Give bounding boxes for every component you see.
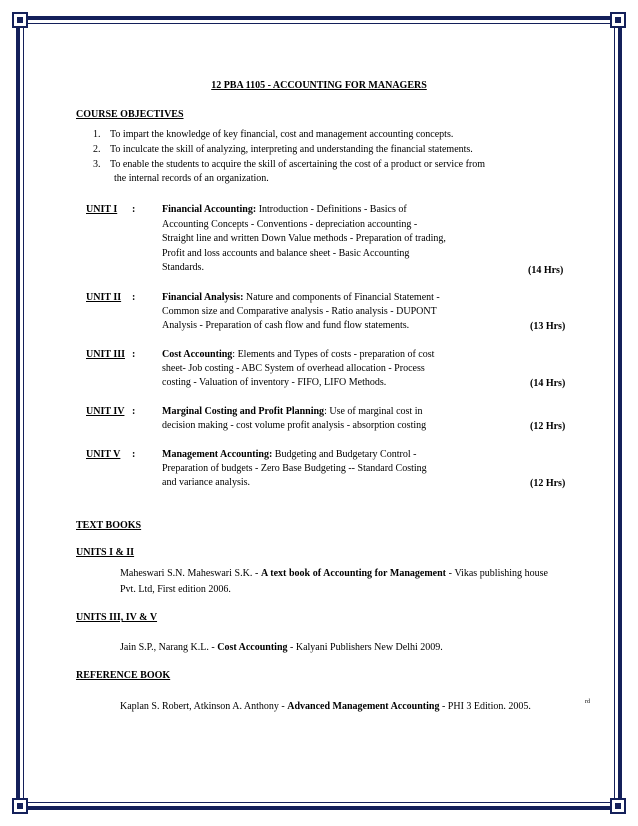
objective-number: 1. — [93, 129, 101, 140]
unit-hours: (14 Hrs) — [530, 378, 566, 389]
unit-line: Standards. — [162, 262, 204, 273]
book-authors: Kaplan S. Robert, Atkinson A. Anthony - — [120, 701, 288, 712]
unit-line: Accounting Concepts - Conventions - depreciation accounting - — [162, 219, 418, 230]
reference-book-heading: REFERENCE BOOK — [76, 670, 171, 681]
course-objectives-heading: COURSE OBJECTIVES — [76, 109, 184, 120]
book-publisher: - PHI 3 Edition. 2005. — [439, 701, 531, 712]
objective-text: To inculcate the skill of analyzing, interpreting and understanding the financial statements. — [110, 144, 473, 155]
unit-line-text: : Use of marginal cost in — [324, 406, 423, 417]
unit-label: UNIT IV — [86, 406, 125, 417]
units-group-heading: UNITS I & II — [76, 547, 135, 558]
unit-colon: : — [132, 292, 136, 303]
unit-hours: (13 Hrs) — [530, 321, 566, 332]
unit-label: UNIT III — [86, 349, 125, 360]
unit-line — [162, 291, 440, 304]
book-authors: Jain S.P., Narang K.L. - — [120, 642, 218, 653]
objective-text: To enable the students to acquire the skill of ascertaining the cost of a product or service from — [110, 159, 486, 170]
unit-line — [162, 448, 416, 461]
book-publisher: - Kalyani Publishers New Delhi 2009. — [287, 642, 443, 653]
book-publisher: - Vikas publishing house Pvt. Ltd, First edition 2006. — [120, 568, 548, 595]
unit-line: Common size and Comparative analysis - Ratio analysis - DUPONT — [162, 306, 437, 317]
unit-line: costing - Valuation of inventory - FIFO, LIFO Methods. — [162, 377, 387, 388]
book-title: Advanced Management Accounting — [287, 701, 440, 712]
unit-topic: Financial Analysis: — [162, 292, 244, 303]
objective-text: To impart the knowledge of key financial, cost and management accounting concepts. — [110, 129, 454, 140]
book-title: A text book of Accounting for Management — [260, 568, 447, 579]
book-citation — [120, 641, 443, 654]
superscript-ordinal: rd — [585, 699, 590, 705]
unit-topic: Financial Accounting: — [162, 204, 257, 215]
unit-colon: : — [132, 406, 136, 417]
book-title: Cost Accounting — [217, 642, 288, 653]
unit-colon: : — [132, 204, 136, 215]
unit-label: UNIT II — [86, 292, 122, 303]
unit-line: Profit and loss accounts and balance sheet - Basic Accounting — [162, 248, 410, 259]
unit-line: sheet- Job costing - ABC System of overhead allocation - Process — [162, 363, 425, 374]
unit-hours: (12 Hrs) — [530, 421, 566, 432]
objective-number: 3. — [93, 159, 101, 170]
unit-topic: Management Accounting: — [162, 449, 273, 460]
unit-line — [162, 203, 407, 216]
page-title: 12 PBA 1105 - ACCOUNTING FOR MANAGERS — [211, 80, 427, 91]
unit-hours: (12 Hrs) — [530, 478, 566, 489]
unit-colon: : — [132, 349, 136, 360]
unit-line: decision making - cost volume profit analysis - absorption costing — [162, 420, 427, 431]
unit-line — [162, 405, 422, 418]
book-citation — [120, 566, 548, 598]
unit-topic: Marginal Costing and Profit Planning — [162, 406, 325, 417]
unit-line: Straight line and written Down Value methods - Preparation of trading, — [162, 233, 446, 244]
unit-line: and variance analysis. — [162, 477, 251, 488]
unit-line-text: Budgeting and Budgetary Control - — [272, 449, 417, 460]
book-citation — [120, 699, 548, 715]
unit-line: Preparation of budgets - Zero Base Budgeting -- Standard Costing — [162, 463, 427, 474]
unit-hours: (14 Hrs) — [528, 265, 564, 276]
unit-line — [162, 348, 434, 361]
unit-line-text: Nature and components of Financial Statement - — [243, 292, 440, 303]
text-books-heading: TEXT BOOKS — [76, 520, 142, 531]
unit-line-text: Introduction - Definitions - Basics of — [256, 204, 407, 215]
unit-line: Analysis - Preparation of cash flow and fund flow statements. — [162, 320, 410, 331]
units-group-heading: UNITS III, IV & V — [76, 612, 158, 623]
unit-colon: : — [132, 449, 136, 460]
objective-text-continued: the internal records of an organization. — [114, 173, 269, 184]
unit-label: UNIT I — [86, 204, 118, 215]
unit-topic: Cost Accounting — [162, 349, 233, 360]
objective-number: 2. — [93, 144, 101, 155]
book-authors: Maheswari S.N. Maheswari S.K. - — [120, 568, 261, 579]
unit-line-text: : Elements and Types of costs - preparation of cost — [232, 349, 435, 360]
unit-label: UNIT V — [86, 449, 121, 460]
